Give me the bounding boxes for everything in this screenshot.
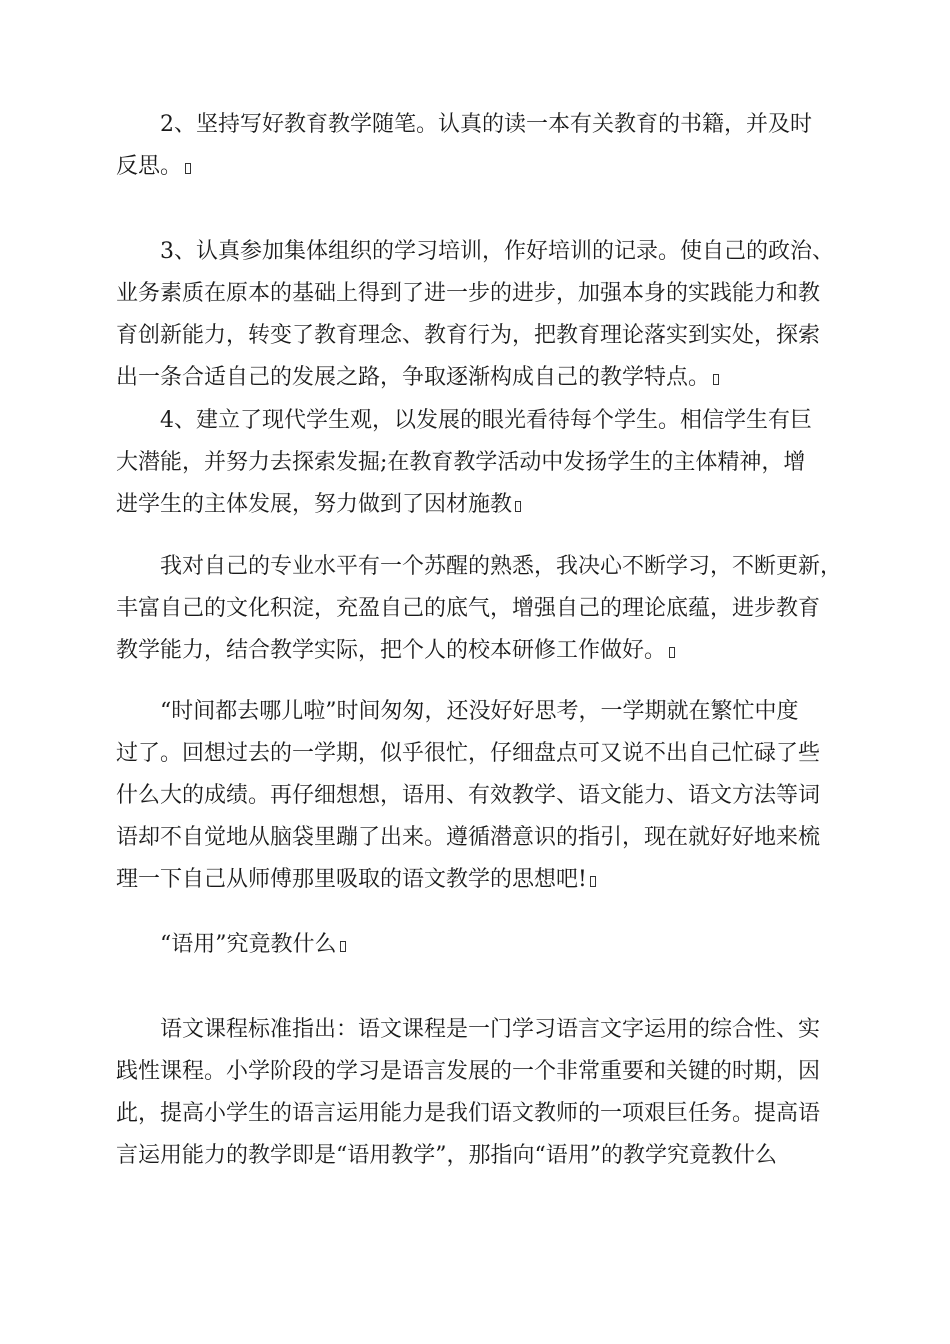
paragraph-2 bbox=[116, 231, 836, 399]
text-line: 2、坚持写好教育教学随笔。认真的读一本有关教育的书籍，并及时 bbox=[160, 112, 812, 137]
paragraph-3 bbox=[116, 400, 836, 526]
text-line: 此，提高小学生的语言运用能力是我们语文教师的一项艰巨任务。提高语 bbox=[116, 1101, 821, 1126]
text-line: 进学生的主体发展，努力做到了因材施教 bbox=[116, 492, 513, 517]
text-line: 教学能力，结合教学实际，把个人的校本研修工作做好。 bbox=[116, 638, 667, 663]
paragraph-end-mark-icon bbox=[713, 374, 719, 385]
paragraph-heading bbox=[116, 924, 836, 966]
paragraph-end-mark-icon bbox=[590, 876, 596, 887]
text-line: 践性课程。小学阶段的学习是语言发展的一个非常重要和关键的时期，因 bbox=[116, 1059, 821, 1084]
text-line: 业务素质在原本的基础上得到了进一步的进步，加强本身的实践能力和教 bbox=[116, 281, 821, 306]
text-line: 理一下自己从师傅那里吸取的语文教学的思想吧! bbox=[116, 867, 587, 892]
paragraph-1 bbox=[116, 104, 836, 188]
paragraph-6 bbox=[116, 1009, 836, 1177]
text-line: 语却不自觉地从脑袋里蹦了出来。遵循潜意识的指引，现在就好好地来梳 bbox=[116, 825, 821, 850]
text-line: 出一条合适自己的发展之路，争取逐渐构成自己的教学特点。 bbox=[116, 365, 711, 390]
text-line: 4、建立了现代学生观，以发展的眼光看待每个学生。相信学生有巨 bbox=[160, 408, 812, 433]
paragraph-5 bbox=[116, 691, 836, 901]
text-line: 我对自己的专业水平有一个苏醒的熟悉，我决心不断学习，不断更新， bbox=[160, 554, 843, 579]
text-line: 语文课程标准指出：语文课程是一门学习语言文字运用的综合性、实 bbox=[160, 1017, 821, 1042]
text-line: “时间都去哪儿啦”时间匆匆，还没好好思考，一学期就在繁忙中度 bbox=[160, 699, 799, 724]
section-heading: “语用”究竟教什么 bbox=[160, 932, 337, 957]
text-line: 丰富自己的文化积淀，充盈自己的底气，增强自己的理论底蕴，进步教育 bbox=[116, 596, 821, 621]
text-line: 3、认真参加集体组织的学习培训，作好培训的记录。使自己的政治、 bbox=[160, 239, 834, 264]
text-line: 言运用能力的教学即是“语用教学”，那指向“语用”的教学究竟教什么 bbox=[116, 1143, 777, 1168]
text-line: 育创新能力，转变了教育理念、教育行为，把教育理论落实到实处，探索 bbox=[116, 323, 821, 348]
text-line: 反思。 bbox=[116, 154, 183, 179]
paragraph-4 bbox=[116, 546, 843, 672]
paragraph-end-mark-icon bbox=[669, 647, 675, 658]
text-line: 大潜能，并努力去探索发掘;在教育教学活动中发扬学生的主体精神，增 bbox=[116, 450, 806, 475]
text-line: 过了。回想过去的一学期，似乎很忙，仔细盘点可又说不出自己忙碌了些 bbox=[116, 741, 821, 766]
text-line: 什么大的成绩。再仔细想想，语用、有效教学、语文能力、语文方法等词 bbox=[116, 783, 821, 808]
paragraph-end-mark-icon bbox=[515, 501, 521, 512]
paragraph-end-mark-icon bbox=[185, 163, 191, 174]
paragraph-end-mark-icon bbox=[340, 941, 346, 952]
